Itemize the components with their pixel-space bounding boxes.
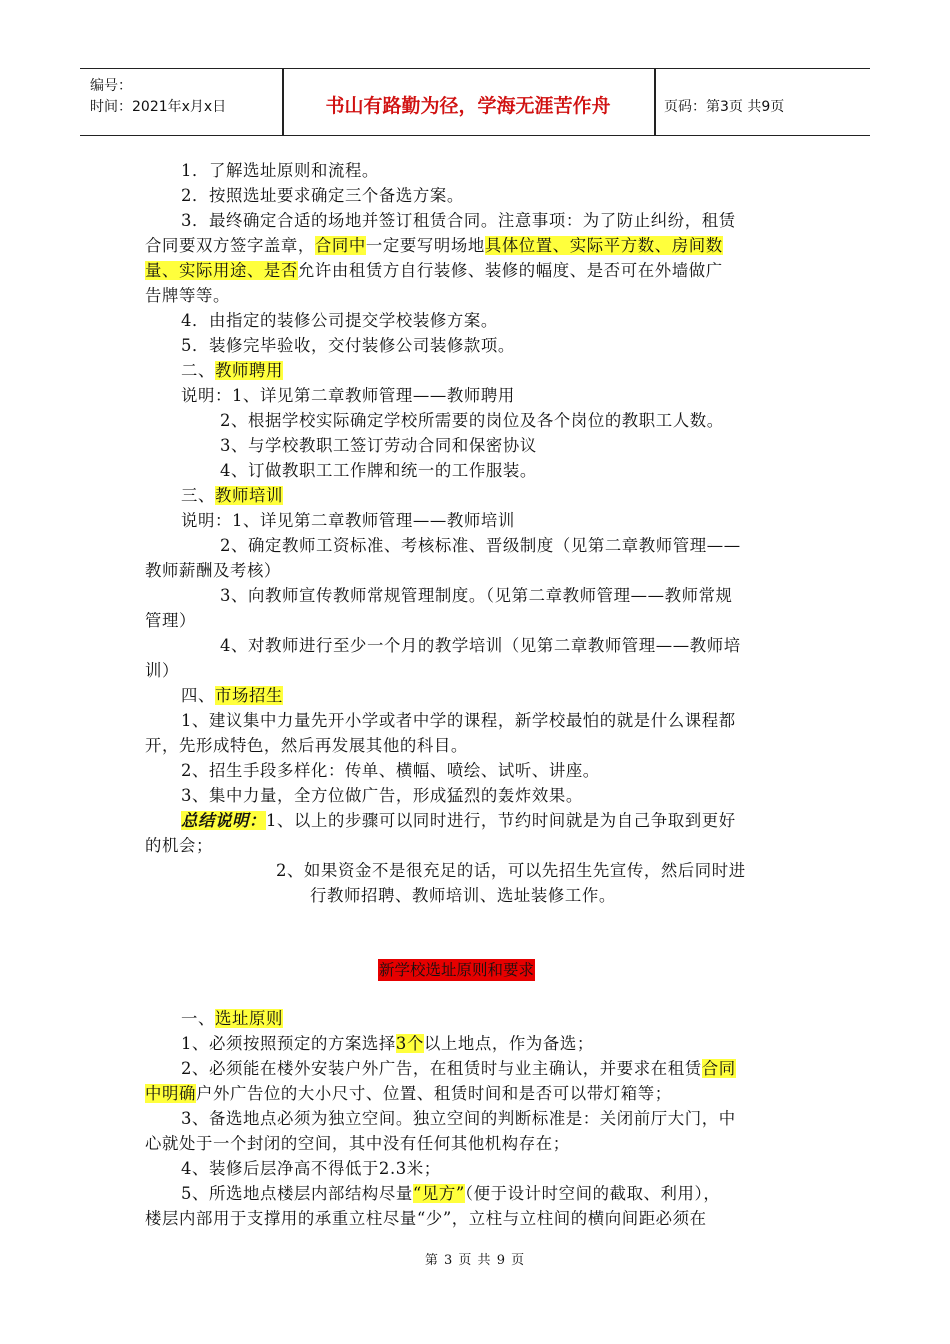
text-line: 2、根据学校实际确定学校所需要的岗位及各个岗位的教职工人数。 (220, 411, 724, 430)
section-heading: 二、教师聘用 (181, 361, 283, 380)
text-line: 训） (145, 661, 179, 680)
header-divider (654, 69, 656, 135)
section-heading: 一、选址原则 (181, 1009, 283, 1028)
text-line: 4、订做教职工工作牌和统一的工作服装。 (220, 461, 537, 480)
highlight: 教师培训 (214, 486, 283, 505)
text-line: 2．按照选址要求确定三个备选方案。 (181, 186, 464, 205)
text-line: 行教师招聘、教师培训、选址装修工作。 (310, 886, 616, 905)
text-line: 3、与学校教职工签订劳动合同和保密协议 (220, 436, 537, 455)
highlight: “见方” (412, 1184, 465, 1203)
text-line: 量、实际用途、是否允许由租赁方自行装修、装修的幅度、是否可在外墙做广 (145, 261, 723, 280)
highlight: 市场招生 (214, 686, 283, 705)
highlight: 合同 (701, 1059, 736, 1078)
text-line: 5．装修完毕验收，交付装修公司装修款项。 (181, 336, 515, 355)
header-date: 时间：2021年x月x日 (90, 99, 227, 115)
highlight: 合同中 (314, 236, 366, 255)
text-line: 的机会； (145, 836, 213, 855)
summary-label: 总结说明： (181, 811, 266, 830)
text-line: 4、对教师进行至少一个月的教学培训（见第二章教师管理——教师培 (220, 636, 741, 655)
text-line: 告牌等等。 (145, 286, 230, 305)
page-footer: 第 3 页 共 9 页 (424, 1253, 526, 1268)
text-line: 4．由指定的装修公司提交学校装修方案。 (181, 311, 498, 330)
header-motto: 书山有路勤为径，学海无涯苦作舟 (325, 95, 611, 117)
text-line: 开，先形成特色，然后再发展其他的科目。 (145, 736, 468, 755)
text-line: 心就处于一个封闭的空间，其中没有任何其他机构存在； (145, 1134, 570, 1153)
text-line: 说明：1、详见第二章教师管理——教师培训 (181, 511, 515, 530)
highlight: 具体位置、实际平方数、房间数 (484, 236, 723, 255)
text-line: 说明：1、详见第二章教师管理——教师聘用 (181, 386, 515, 405)
section-title: 新学校选址原则和要求 (379, 961, 535, 979)
header-number: 编号： (90, 78, 132, 94)
text-line: 教师薪酬及考核） (145, 561, 281, 580)
highlight: 量、实际用途、是否 (145, 261, 298, 280)
text-line: 3、备选地点必须为独立空间。独立空间的判断标准是：关闭前厅大门，中 (181, 1109, 736, 1128)
highlight: 中明确 (145, 1084, 196, 1103)
section-heading: 四、市场招生 (181, 686, 283, 705)
header-divider (282, 69, 284, 135)
text-line: 2、确定教师工资标准、考核标准、晋级制度（见第二章教师管理—— (220, 536, 741, 555)
section-heading: 三、教师培训 (181, 486, 283, 505)
text-line: 1．了解选址原则和流程。 (181, 161, 379, 180)
text-line: 合同要双方签字盖章，合同中一定要写明场地具体位置、实际平方数、房间数 (145, 236, 723, 255)
text-line: 2、必须能在楼外安装户外广告，在租赁时与业主确认，并要求在租赁合同 (181, 1059, 736, 1078)
text-line: 中明确户外广告位的大小尺寸、位置、租赁时间和是否可以带灯箱等； (145, 1084, 672, 1103)
header-page-number: 页码：第3页 共9页 (664, 99, 785, 115)
text-line: 总结说明：1、以上的步骤可以同时进行，节约时间就是为自己争取到更好 (181, 811, 736, 830)
text-line: 5、所选地点楼层内部结构尽量“见方”（便于设计时空间的截取、利用）， (181, 1184, 721, 1203)
text-line: 楼层内部用于支撑用的承重立柱尽量“少”，立柱与立柱间的横向间距必须在 (145, 1209, 707, 1228)
text-line: 2、招生手段多样化：传单、横幅、喷绘、试听、讲座。 (181, 761, 600, 780)
highlight: 选址原则 (214, 1009, 283, 1028)
text-line: 管理） (145, 611, 196, 630)
text-line: 1、必须按照预定的方案选择3个以上地点，作为备选； (181, 1034, 594, 1053)
page-header (80, 68, 870, 136)
text-line: 3．最终确定合适的场地并签订租赁合同。注意事项：为了防止纠纷，租赁 (181, 211, 736, 230)
highlight: 3个 (395, 1034, 424, 1053)
text-line: 4、装修后层净高不得低于2.3米； (181, 1159, 441, 1178)
highlight: 教师聘用 (214, 361, 283, 380)
text-line: 2、如果资金不是很充足的话，可以先招生先宣传，然后同时进 (276, 861, 746, 880)
text-line: 3、向教师宣传教师常规管理制度。（见第二章教师管理——教师常规 (220, 586, 733, 605)
text-line: 1、建议集中力量先开小学或者中学的课程，新学校最怕的就是什么课程都 (181, 711, 736, 730)
text-line: 3、集中力量，全方位做广告，形成猛烈的轰炸效果。 (181, 786, 583, 805)
